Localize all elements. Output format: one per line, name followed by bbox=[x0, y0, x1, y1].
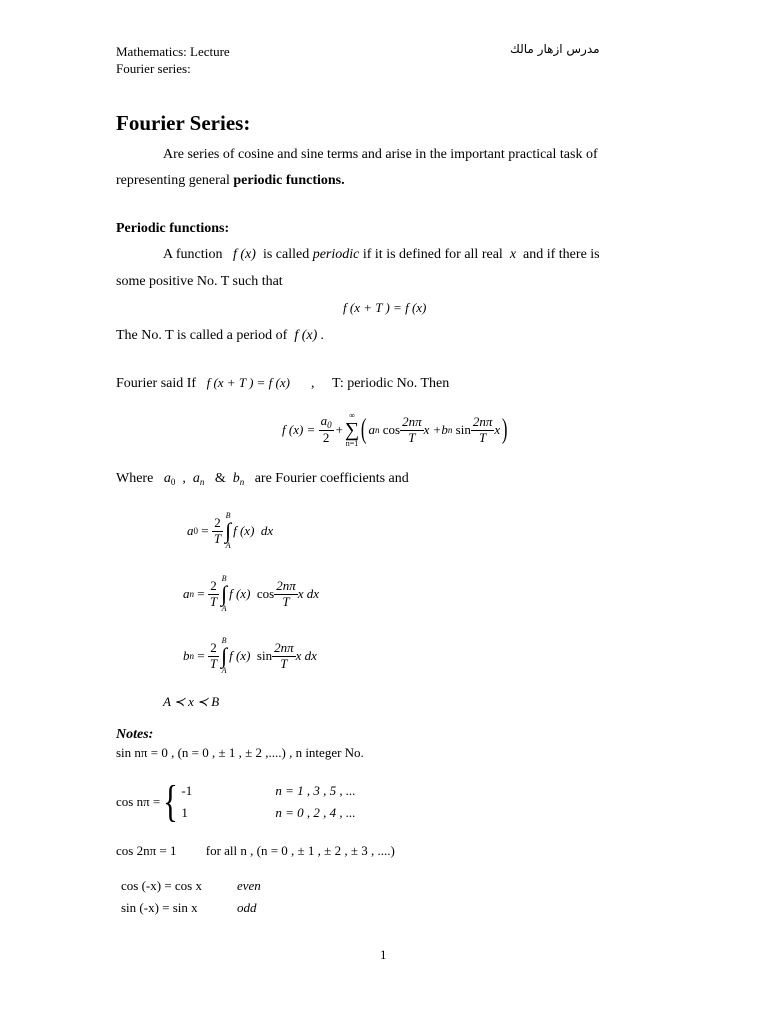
series-cos-frac-den: T bbox=[408, 429, 416, 445]
series-lhs: f (x) = bbox=[282, 422, 316, 437]
bn-lhs-sub: n bbox=[189, 651, 194, 661]
where-an-sub: n bbox=[199, 477, 205, 487]
page-number: 1 bbox=[380, 947, 387, 962]
a0-lower: A bbox=[225, 541, 231, 550]
intro-line2-bold: periodic functions. bbox=[233, 173, 345, 188]
series-cos-frac-num: 2nπ bbox=[402, 413, 422, 429]
cos-npi-cases bbox=[181, 780, 355, 824]
a0-integral bbox=[225, 512, 231, 550]
where-amp: & bbox=[214, 471, 226, 486]
an-cos: cos bbox=[256, 586, 275, 601]
an-lower: A bbox=[221, 604, 227, 613]
cos-case-1 bbox=[181, 780, 355, 802]
series-a0-sub: 0 bbox=[327, 419, 332, 430]
bn-sin-fraction bbox=[272, 641, 296, 672]
sum-lower: n=1 bbox=[345, 439, 359, 448]
an-lhs: a bbox=[183, 586, 190, 601]
cos-case1-val: -1 bbox=[181, 783, 193, 798]
even-lhs: cos (-x) = cos x bbox=[121, 878, 202, 893]
periodic-l1-b: is called bbox=[262, 247, 310, 262]
an-fx: f (x) bbox=[229, 586, 251, 601]
bn-T: T bbox=[209, 655, 218, 671]
an-upper: B bbox=[221, 574, 227, 583]
a0-T: T bbox=[213, 530, 222, 546]
cos-case2-cond: n = 0 , 2 , 4 , ... bbox=[275, 805, 356, 820]
where-b: are Fourier coefficients and bbox=[254, 471, 409, 486]
an-xdx: x dx bbox=[297, 586, 320, 601]
fourier-said-b: T: periodic No. Then bbox=[331, 376, 450, 391]
bn-frac-num: 2nπ bbox=[274, 639, 294, 655]
an-T: T bbox=[209, 593, 218, 609]
series-a0: a bbox=[320, 412, 328, 428]
where-a0: a bbox=[163, 471, 171, 486]
right-paren: ) bbox=[501, 414, 508, 445]
a0-over-2-fraction bbox=[319, 414, 334, 446]
a0-two: 2 bbox=[212, 516, 223, 532]
header-left-line1: Mathematics: Lecture bbox=[116, 44, 230, 59]
left-paren: ( bbox=[361, 414, 367, 445]
an-integral-sign: ∫ bbox=[221, 581, 228, 606]
sum-upper: ∞ bbox=[349, 411, 355, 420]
fourier-said-line bbox=[116, 375, 449, 392]
fourier-said-a: Fourier said If bbox=[116, 376, 197, 391]
a0-fx: f (x) bbox=[233, 523, 255, 538]
notes-heading: Notes: bbox=[116, 727, 154, 742]
series-an-sub: n bbox=[375, 425, 380, 435]
where-a0-sub: 0 bbox=[170, 477, 176, 487]
where-a: Where bbox=[116, 471, 154, 486]
odd-line bbox=[121, 900, 257, 916]
odd-label: odd bbox=[237, 900, 257, 915]
cos-case1-cond: n = 1 , 3 , 5 , ... bbox=[275, 783, 356, 798]
bn-lower: A bbox=[221, 666, 227, 675]
an-integral bbox=[221, 575, 227, 613]
a0-lhs-sub: 0 bbox=[193, 526, 198, 536]
page-title: Fourier Series: bbox=[116, 111, 251, 135]
summation bbox=[345, 412, 359, 448]
bn-frac-den: T bbox=[280, 655, 288, 671]
bn-upper: B bbox=[221, 636, 227, 645]
where-bn: b bbox=[232, 471, 240, 486]
periodic-l1-fx: f (x) bbox=[233, 247, 256, 262]
periodic-line1 bbox=[163, 247, 600, 263]
cos-2npi-line bbox=[116, 843, 395, 859]
series-an: a bbox=[368, 422, 375, 437]
notes-sin-line: sin nπ = 0 , (n = 0 , ± 1 , ± 2 ,....) , n integer No. bbox=[116, 745, 364, 760]
range-condition: A ≺ x ≺ B bbox=[163, 694, 220, 709]
periodic-l1-d: and if there is bbox=[523, 247, 600, 262]
an-cos-fraction bbox=[274, 579, 298, 610]
where-bn-sub: n bbox=[239, 477, 245, 487]
bn-formula bbox=[183, 633, 317, 679]
intro-line2-text: representing general bbox=[116, 173, 234, 188]
series-sin-frac-num: 2nπ bbox=[472, 413, 493, 429]
a0-two-over-T bbox=[212, 516, 223, 547]
bn-lhs: b bbox=[183, 648, 190, 663]
intro-line2 bbox=[116, 173, 345, 189]
intro-line1: Are series of cosine and sine terms and arise in the important practical task of bbox=[163, 147, 598, 162]
a0-eq: = bbox=[201, 523, 209, 538]
an-formula bbox=[183, 571, 319, 617]
series-x: x bbox=[494, 422, 501, 437]
fourier-said-eq: f (x + T ) = f (x) bbox=[206, 375, 290, 390]
even-line bbox=[121, 878, 261, 894]
series-cos: cos bbox=[382, 422, 401, 437]
bn-eq: = bbox=[197, 648, 205, 663]
fourier-said-comma: , bbox=[310, 376, 315, 391]
series-sin-frac-den: T bbox=[478, 429, 487, 445]
periodic-l3-a: The No. T is called a period of bbox=[116, 328, 288, 343]
a0-integral-sign: ∫ bbox=[225, 518, 232, 543]
periodic-l1-x: x bbox=[509, 247, 517, 262]
bn-fx: f (x) bbox=[229, 648, 251, 663]
where-an: a bbox=[192, 471, 200, 486]
periodic-equation: f (x + T ) = f (x) bbox=[343, 300, 427, 315]
series-sin-fraction bbox=[471, 415, 495, 446]
periodic-line2: some positive No. T such that bbox=[116, 274, 283, 289]
bn-two-over-T bbox=[208, 641, 219, 672]
periodic-l1-a: A function bbox=[163, 247, 223, 262]
an-two-over-T bbox=[208, 579, 219, 610]
periodic-l3-fx: f (x) . bbox=[294, 328, 325, 343]
series-x-plus: x + bbox=[423, 422, 442, 437]
where-comma: , bbox=[182, 471, 186, 486]
bn-two: 2 bbox=[208, 641, 219, 657]
where-line bbox=[116, 471, 409, 487]
series-bn: b bbox=[441, 422, 448, 437]
series-plus: + bbox=[335, 422, 343, 437]
fourier-series-equation bbox=[282, 408, 509, 452]
periodic-heading: Periodic functions: bbox=[116, 221, 230, 236]
bn-integral bbox=[221, 637, 227, 675]
bn-sin: sin bbox=[256, 648, 273, 663]
a0-dx: dx bbox=[260, 523, 274, 538]
cos-case-2 bbox=[181, 802, 355, 824]
a0-lhs: a bbox=[187, 523, 194, 538]
header-right: مدرس ازهار مالك bbox=[510, 42, 600, 56]
an-frac-den: T bbox=[282, 593, 290, 609]
an-lhs-sub: n bbox=[189, 589, 194, 599]
a0-formula bbox=[187, 508, 273, 554]
series-two: 2 bbox=[322, 430, 330, 446]
header-left-line2: Fourier series: bbox=[116, 61, 191, 76]
series-bn-sub: n bbox=[447, 425, 453, 435]
cos2-a: cos 2nπ = 1 bbox=[116, 843, 177, 858]
sum-symbol: ∑ bbox=[344, 419, 360, 441]
an-eq: = bbox=[197, 586, 205, 601]
series-cos-fraction bbox=[400, 415, 424, 446]
cos2-b: for all n , (n = 0 , ± 1 , ± 2 , ± 3 , ....) bbox=[205, 843, 395, 858]
bn-xdx: x dx bbox=[295, 648, 317, 663]
a0-upper: B bbox=[225, 511, 231, 520]
cos-npi-lhs: cos nπ = bbox=[116, 794, 161, 809]
periodic-l1-periodic: periodic bbox=[312, 247, 360, 262]
an-frac-num: 2nπ bbox=[276, 577, 296, 593]
even-label: even bbox=[237, 878, 261, 893]
odd-lhs: sin (-x) = sin x bbox=[121, 900, 198, 915]
series-sin: sin bbox=[455, 422, 471, 437]
cos-npi-piecewise bbox=[116, 777, 356, 826]
bn-integral-sign: ∫ bbox=[221, 643, 228, 668]
left-brace: { bbox=[163, 777, 179, 826]
cos-case2-val: 1 bbox=[181, 805, 188, 820]
periodic-l1-c: if it is defined for all real bbox=[362, 247, 503, 262]
periodic-line3 bbox=[116, 328, 324, 344]
an-two: 2 bbox=[208, 579, 219, 595]
